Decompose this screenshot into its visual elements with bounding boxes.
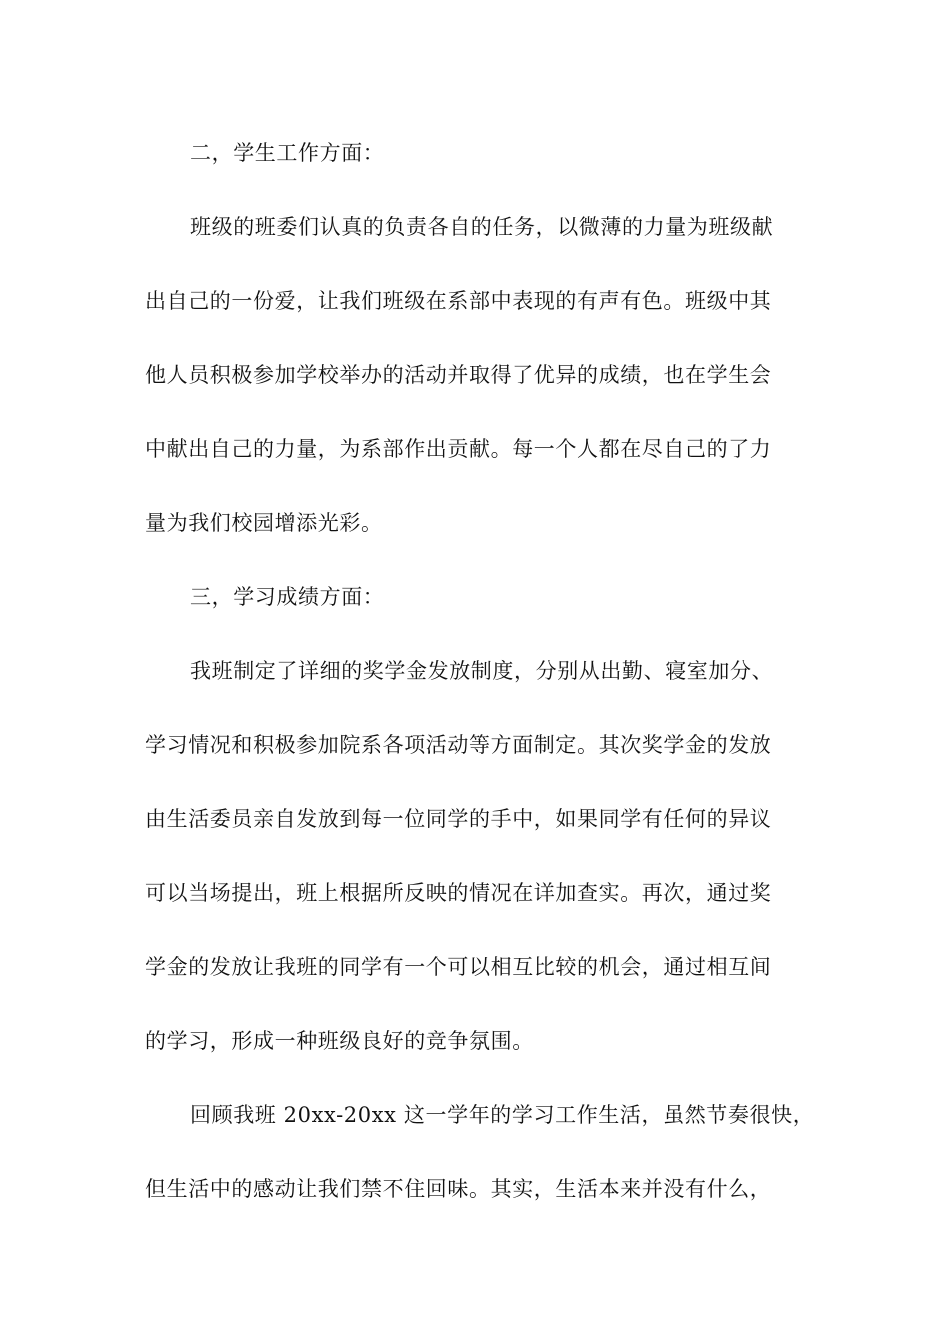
paragraph-line: 班级的班委们认真的负责各自的任务，以微薄的力量为班级献 [190, 215, 774, 239]
heading-academic-results: 三，学习成绩方面： [190, 585, 385, 609]
paragraph-line: 由生活委员亲自发放到每一位同学的手中，如果同学有任何的异议 [145, 807, 772, 831]
paragraph-line: 中献出自己的力量，为系部作出贡献。每一个人都在尽自己的了力 [145, 437, 772, 461]
paragraph-line: 回顾我班 20xx-20xx 这一学年的学习工作生活，虽然节奏很快， [190, 1103, 815, 1127]
paragraph-line: 我班制定了详细的奖学金发放制度，分别从出勤、寝室加分、 [190, 659, 774, 683]
paragraph-line: 可以当场提出，班上根据所反映的情况在详加查实。再次，通过奖 [145, 881, 772, 905]
paragraph-line: 他人员积极参加学校举办的活动并取得了优异的成绩，也在学生会 [145, 363, 772, 387]
paragraph-line: 学金的发放让我班的同学有一个可以相互比较的机会，通过相互间 [145, 955, 772, 979]
paragraph-line: 出自己的一份爱，让我们班级在系部中表现的有声有色。班级中其 [145, 289, 772, 313]
paragraph-line: 量为我们校园增添光彩。 [145, 511, 383, 535]
heading-student-work: 二，学生工作方面： [190, 141, 385, 165]
paragraph-line: 的学习，形成一种班级良好的竞争氛围。 [145, 1029, 534, 1053]
paragraph-line: 但生活中的感动让我们禁不住回味。其实，生活本来并没有什么， [145, 1177, 772, 1201]
paragraph-line: 学习情况和积极参加院系各项活动等方面制定。其次奖学金的发放 [145, 733, 772, 757]
